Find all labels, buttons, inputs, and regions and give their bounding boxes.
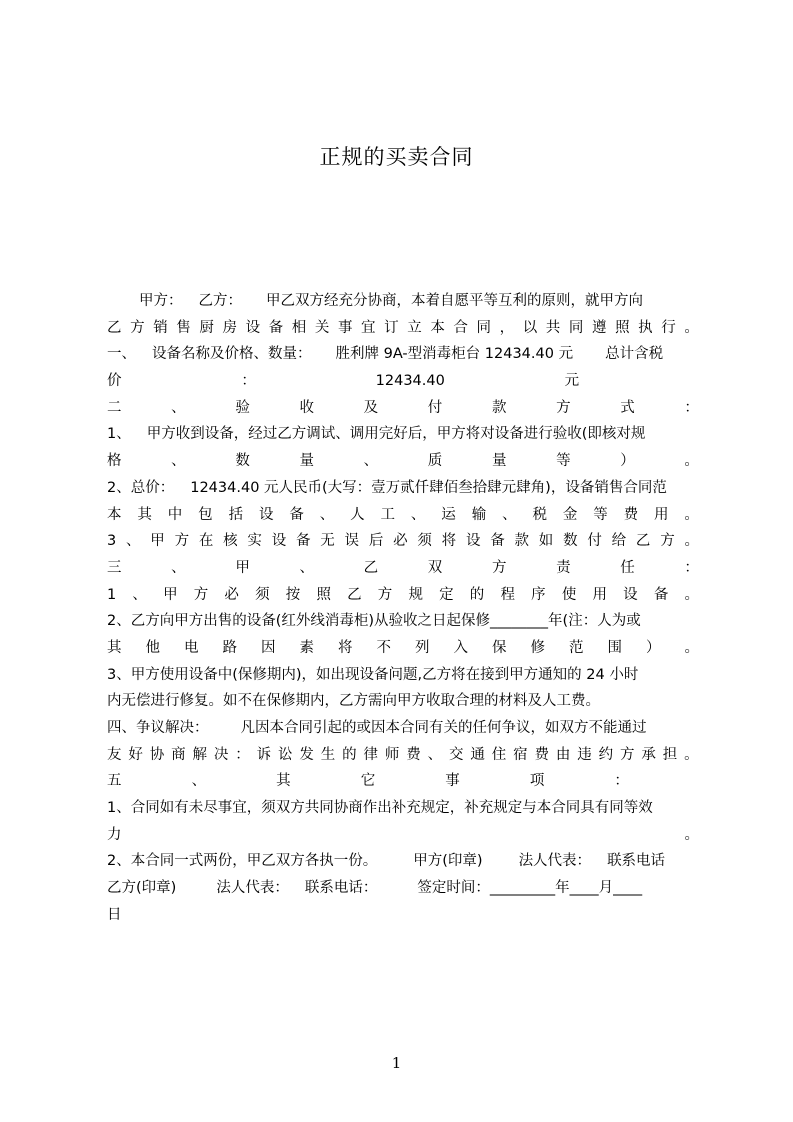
char: 量 xyxy=(491,453,507,470)
char: 给 xyxy=(611,533,627,550)
char: 由 xyxy=(555,746,571,763)
char: 本 xyxy=(430,319,445,336)
char: 它 xyxy=(360,773,376,790)
char: 按 xyxy=(285,586,301,603)
char: 的 xyxy=(342,746,357,763)
char: 须 xyxy=(255,586,270,603)
contract-body xyxy=(107,288,699,929)
char: 他 xyxy=(145,639,160,656)
char: 、 xyxy=(363,453,379,470)
char: 事 xyxy=(337,319,353,336)
contract-line-18 xyxy=(107,742,699,769)
char: 元 xyxy=(564,373,580,390)
char: 照 xyxy=(316,586,331,603)
char: 方 xyxy=(491,559,507,576)
contract-line-22: 2、本合同一式两份，甲乙双方各执一份。 甲方(印章) 法人代表： 联系电话 xyxy=(107,853,666,870)
char: 。 xyxy=(684,639,699,656)
char: 律 xyxy=(363,746,378,763)
char: 定 xyxy=(439,586,454,603)
contract-line-10 xyxy=(107,528,699,555)
char: 无 xyxy=(320,533,335,550)
char: 诉 xyxy=(256,746,272,763)
char: 核 xyxy=(223,533,238,550)
char: 使 xyxy=(561,586,577,603)
contract-line-11 xyxy=(107,555,699,582)
contract-line-12 xyxy=(107,582,699,609)
char: 。 xyxy=(684,533,699,550)
char: 乙 xyxy=(107,319,122,336)
char: 三 xyxy=(107,559,122,576)
contract-line-9 xyxy=(107,502,699,529)
char: 违 xyxy=(577,746,592,763)
char: 相 xyxy=(291,319,307,336)
char: 因 xyxy=(261,639,276,656)
char: 1 xyxy=(107,586,117,603)
char: 备 xyxy=(653,586,669,603)
contract-line-1: 甲方： 乙方： 甲乙双方经充分协商，本着自愿平等互利的原则，就甲方向 xyxy=(139,293,643,309)
char: 数 xyxy=(235,453,250,470)
char: 同 xyxy=(476,319,491,336)
char: 将 xyxy=(338,639,353,656)
char: 设 xyxy=(258,506,274,523)
contract-line-13: 2、乙方向甲方出售的设备(红外线消毒柜)从验收之日起保修________年(注：人为或 xyxy=(107,613,641,630)
contract-line-20: 1、合同如有未尽事宜，须双方共同协商作出补充规定，补充规定与本合同具有同等效 xyxy=(107,800,653,817)
char: 工 xyxy=(380,506,396,523)
char: 收 xyxy=(299,399,314,416)
char: ： xyxy=(684,399,699,416)
char: 乙 xyxy=(363,559,379,576)
char: 输 xyxy=(471,506,487,523)
char: 售 xyxy=(176,319,191,336)
char: 金 xyxy=(562,506,578,523)
char: 的 xyxy=(469,586,485,603)
char: 费 xyxy=(534,746,549,763)
char: 。 xyxy=(684,506,699,523)
char: 力 xyxy=(107,826,122,843)
char: 销 xyxy=(153,319,168,336)
contract-line-8: 2、总价： 12434.40 元人民币(大写：壹万贰仟肆佰叁拾肆元肆角)，设备销售合同范 xyxy=(107,479,667,496)
char: 房 xyxy=(222,319,237,336)
char: 。 xyxy=(684,319,699,336)
char: 其 xyxy=(137,506,152,523)
char: 厨 xyxy=(199,319,214,336)
char: 方 xyxy=(556,399,571,416)
char: 宜 xyxy=(361,319,376,336)
char: 方 xyxy=(130,319,145,336)
char: 协 xyxy=(149,746,165,763)
contract-line-4 xyxy=(107,368,699,395)
char: 备 xyxy=(295,533,311,550)
char: 共 xyxy=(545,319,561,336)
char: 立 xyxy=(407,319,422,336)
char: 师 xyxy=(384,746,400,763)
char: 在 xyxy=(198,533,214,550)
contract-line-6: 1、 甲方收到设备，经过乙方调试、调用完好后，甲方将对设备进行验收(即核对规 xyxy=(107,426,646,443)
char: 、 xyxy=(502,506,517,523)
char: 关 xyxy=(314,319,330,336)
char: 3 xyxy=(107,533,117,550)
char: 方 xyxy=(193,586,209,603)
char: 双 xyxy=(427,559,443,576)
char: 约 xyxy=(598,746,614,763)
char: 解 xyxy=(192,746,207,763)
char: 设 xyxy=(465,533,481,550)
char: 住 xyxy=(491,746,507,763)
char: 甲 xyxy=(150,533,165,550)
char: 方 xyxy=(174,533,190,550)
contract-line-21 xyxy=(107,822,699,849)
char: 备 xyxy=(490,533,505,550)
page-number: 1 xyxy=(391,1054,402,1072)
char: 其 xyxy=(107,639,122,656)
char: 生 xyxy=(320,746,336,763)
char: ： xyxy=(614,773,629,790)
char: 、 xyxy=(191,773,207,790)
char: 甲 xyxy=(235,559,250,576)
contract-line-3: 一、 设备名称及价格、数量： 胜利牌 9A-型消毒柜台 12434.40 元 总计含税 xyxy=(107,346,664,363)
char: ： xyxy=(684,559,699,576)
char: 围 xyxy=(607,639,622,656)
char: 误 xyxy=(344,533,360,550)
char: 任 xyxy=(620,559,635,576)
char: 行 xyxy=(661,319,676,336)
char: 设 xyxy=(271,533,287,550)
char: 、 xyxy=(171,559,186,576)
char: 备 xyxy=(289,506,304,523)
char: 、 xyxy=(427,746,443,763)
char: 、 xyxy=(299,559,314,576)
char: 量 xyxy=(299,453,314,470)
char: 承 xyxy=(641,746,656,763)
char: 实 xyxy=(247,533,262,550)
char: 式 xyxy=(620,399,635,416)
char: 本 xyxy=(107,506,122,523)
char: 同 xyxy=(568,319,584,336)
char: 交 xyxy=(449,746,464,763)
char: 列 xyxy=(415,639,430,656)
char: 责 xyxy=(556,559,571,576)
char: 质 xyxy=(427,453,443,470)
char: 乙 xyxy=(635,533,651,550)
char: 保 xyxy=(492,639,507,656)
char: 、 xyxy=(410,506,426,523)
char: 、 xyxy=(171,399,186,416)
char: 运 xyxy=(441,506,456,523)
char: 路 xyxy=(222,639,237,656)
char: 修 xyxy=(530,639,545,656)
char: 不 xyxy=(376,639,391,656)
char: 友 xyxy=(107,746,122,763)
char: 付 xyxy=(427,399,443,416)
contract-line-14 xyxy=(107,635,699,662)
contract-line-24: 日 xyxy=(107,906,122,923)
char: 好 xyxy=(128,746,143,763)
char: 乙 xyxy=(347,586,362,603)
char: 。 xyxy=(684,746,699,763)
char: 括 xyxy=(228,506,244,523)
char: 备 xyxy=(268,319,284,336)
char: 其 xyxy=(276,773,291,790)
char: 中 xyxy=(167,506,183,523)
char: 方 xyxy=(660,533,675,550)
char: 用 xyxy=(592,586,607,603)
contract-line-19 xyxy=(107,768,699,795)
char: 订 xyxy=(384,319,399,336)
char: 商 xyxy=(171,746,186,763)
char: 、 xyxy=(319,506,335,523)
char: 讼 xyxy=(278,746,293,763)
char: 通 xyxy=(470,746,485,763)
char: 二 xyxy=(107,399,122,416)
char: 方 xyxy=(620,746,635,763)
char: 12434.40 xyxy=(375,373,445,390)
contract-line-16: 内无偿进行修复。如不在保修期内，乙方需向甲方收取合理的材料及人工费。 xyxy=(107,693,600,710)
char: 人 xyxy=(350,506,365,523)
char: 方 xyxy=(377,586,393,603)
char: 电 xyxy=(184,639,199,656)
char: 照 xyxy=(615,319,630,336)
char: 宿 xyxy=(513,746,528,763)
char: 格 xyxy=(107,453,122,470)
char: 价 xyxy=(107,373,122,390)
char: 必 xyxy=(393,533,408,550)
char: 付 xyxy=(587,533,602,550)
char: 必 xyxy=(224,586,239,603)
char: 遵 xyxy=(591,319,607,336)
char: 、 xyxy=(171,453,186,470)
contract-line-2 xyxy=(107,315,699,342)
char: ： xyxy=(241,373,256,390)
char: 入 xyxy=(453,639,468,656)
char: 等 xyxy=(593,506,608,523)
char: 等 xyxy=(556,453,571,470)
char: 验 xyxy=(235,399,250,416)
char: ） xyxy=(646,639,661,656)
char: 设 xyxy=(245,319,261,336)
char: 。 xyxy=(684,453,699,470)
contract-line-5 xyxy=(107,395,699,422)
contract-line-15: 3、甲方使用设备中(保修期内)，如出现设备问题,乙方将在接到甲方通知的 24 小时 xyxy=(107,666,639,683)
char: 、 xyxy=(132,586,147,603)
char: 款 xyxy=(514,533,530,550)
char: 包 xyxy=(198,506,213,523)
char: 费 xyxy=(623,506,639,523)
char: 以 xyxy=(522,319,538,336)
char: 发 xyxy=(299,746,314,763)
char: 担 xyxy=(662,746,678,763)
char: 。 xyxy=(684,586,699,603)
char: 设 xyxy=(623,586,638,603)
char: 项 xyxy=(529,773,545,790)
char: 规 xyxy=(408,586,423,603)
char: 将 xyxy=(441,533,457,550)
char: 决 xyxy=(213,746,229,763)
char: 。 xyxy=(684,826,699,843)
char: 及 xyxy=(363,399,379,416)
char: 素 xyxy=(299,639,314,656)
char: 税 xyxy=(532,506,547,523)
contract-line-7 xyxy=(107,448,699,475)
document-title: 正规的买卖合同 xyxy=(319,145,474,169)
char: 费 xyxy=(406,746,421,763)
char: ） xyxy=(620,453,635,470)
char: ： xyxy=(235,746,250,763)
contract-line-17: 四、争议解决： 凡因本合同引起的或因本合同有关的任何争议，如双方不能通过 xyxy=(107,720,647,736)
char: ， xyxy=(499,319,515,336)
char: 五 xyxy=(107,773,122,790)
char: 序 xyxy=(531,586,546,603)
char: 数 xyxy=(563,533,578,550)
char: 款 xyxy=(491,399,507,416)
char: 甲 xyxy=(163,586,178,603)
char: 、 xyxy=(126,533,141,550)
char: 如 xyxy=(538,533,554,550)
char: 范 xyxy=(569,639,584,656)
contract-line-23: 乙方(印章) 法人代表： 联系电话： 签定时间：_________年____月____ xyxy=(107,880,643,897)
char: 后 xyxy=(368,533,384,550)
char: 合 xyxy=(453,319,468,336)
char: 程 xyxy=(500,586,515,603)
char: 执 xyxy=(638,319,653,336)
char: 事 xyxy=(445,773,460,790)
char: 用 xyxy=(654,506,669,523)
char: 须 xyxy=(417,533,432,550)
